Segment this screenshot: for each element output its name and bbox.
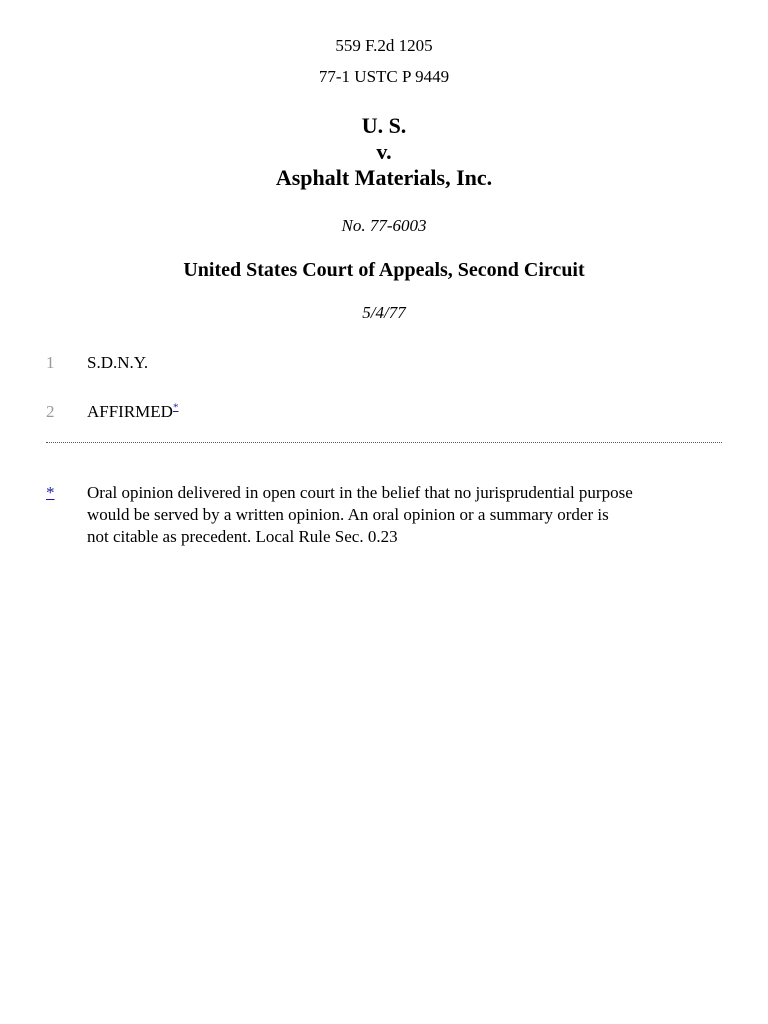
paragraph-text: AFFIRMED — [87, 402, 173, 421]
reporter-citation: 559 F.2d 1205 — [335, 36, 433, 55]
paragraph-number: 1 — [46, 353, 55, 372]
party-one: U. S. — [361, 113, 407, 138]
footnote-text — [87, 482, 737, 548]
paragraph-number: 2 — [46, 402, 55, 421]
case-title — [0, 113, 768, 191]
footnote-reference-link[interactable]: * — [172, 401, 179, 414]
footnote-line: would be served by a written opinion. An oral opinion or a summary order is — [87, 505, 609, 524]
footnote-backlink[interactable]: * — [46, 483, 55, 502]
docket-number: No. 77-6003 — [341, 216, 427, 235]
paragraph-text-wrapper — [87, 401, 178, 423]
footnote-line: not citable as precedent. Local Rule Sec. 0.23 — [87, 527, 398, 546]
paragraph-text: S.D.N.Y. — [87, 353, 149, 372]
footnote-line: Oral opinion delivered in open court in the belief that no jurisprudential purpose — [87, 483, 633, 502]
footnote-divider — [46, 442, 722, 443]
versus: v. — [376, 139, 392, 164]
court-name: United States Court of Appeals, Second Circuit — [183, 259, 585, 281]
party-two: Asphalt Materials, Inc. — [275, 165, 493, 190]
decision-date: 5/4/77 — [362, 303, 406, 322]
tax-citation: 77-1 USTC P 9449 — [318, 67, 450, 86]
